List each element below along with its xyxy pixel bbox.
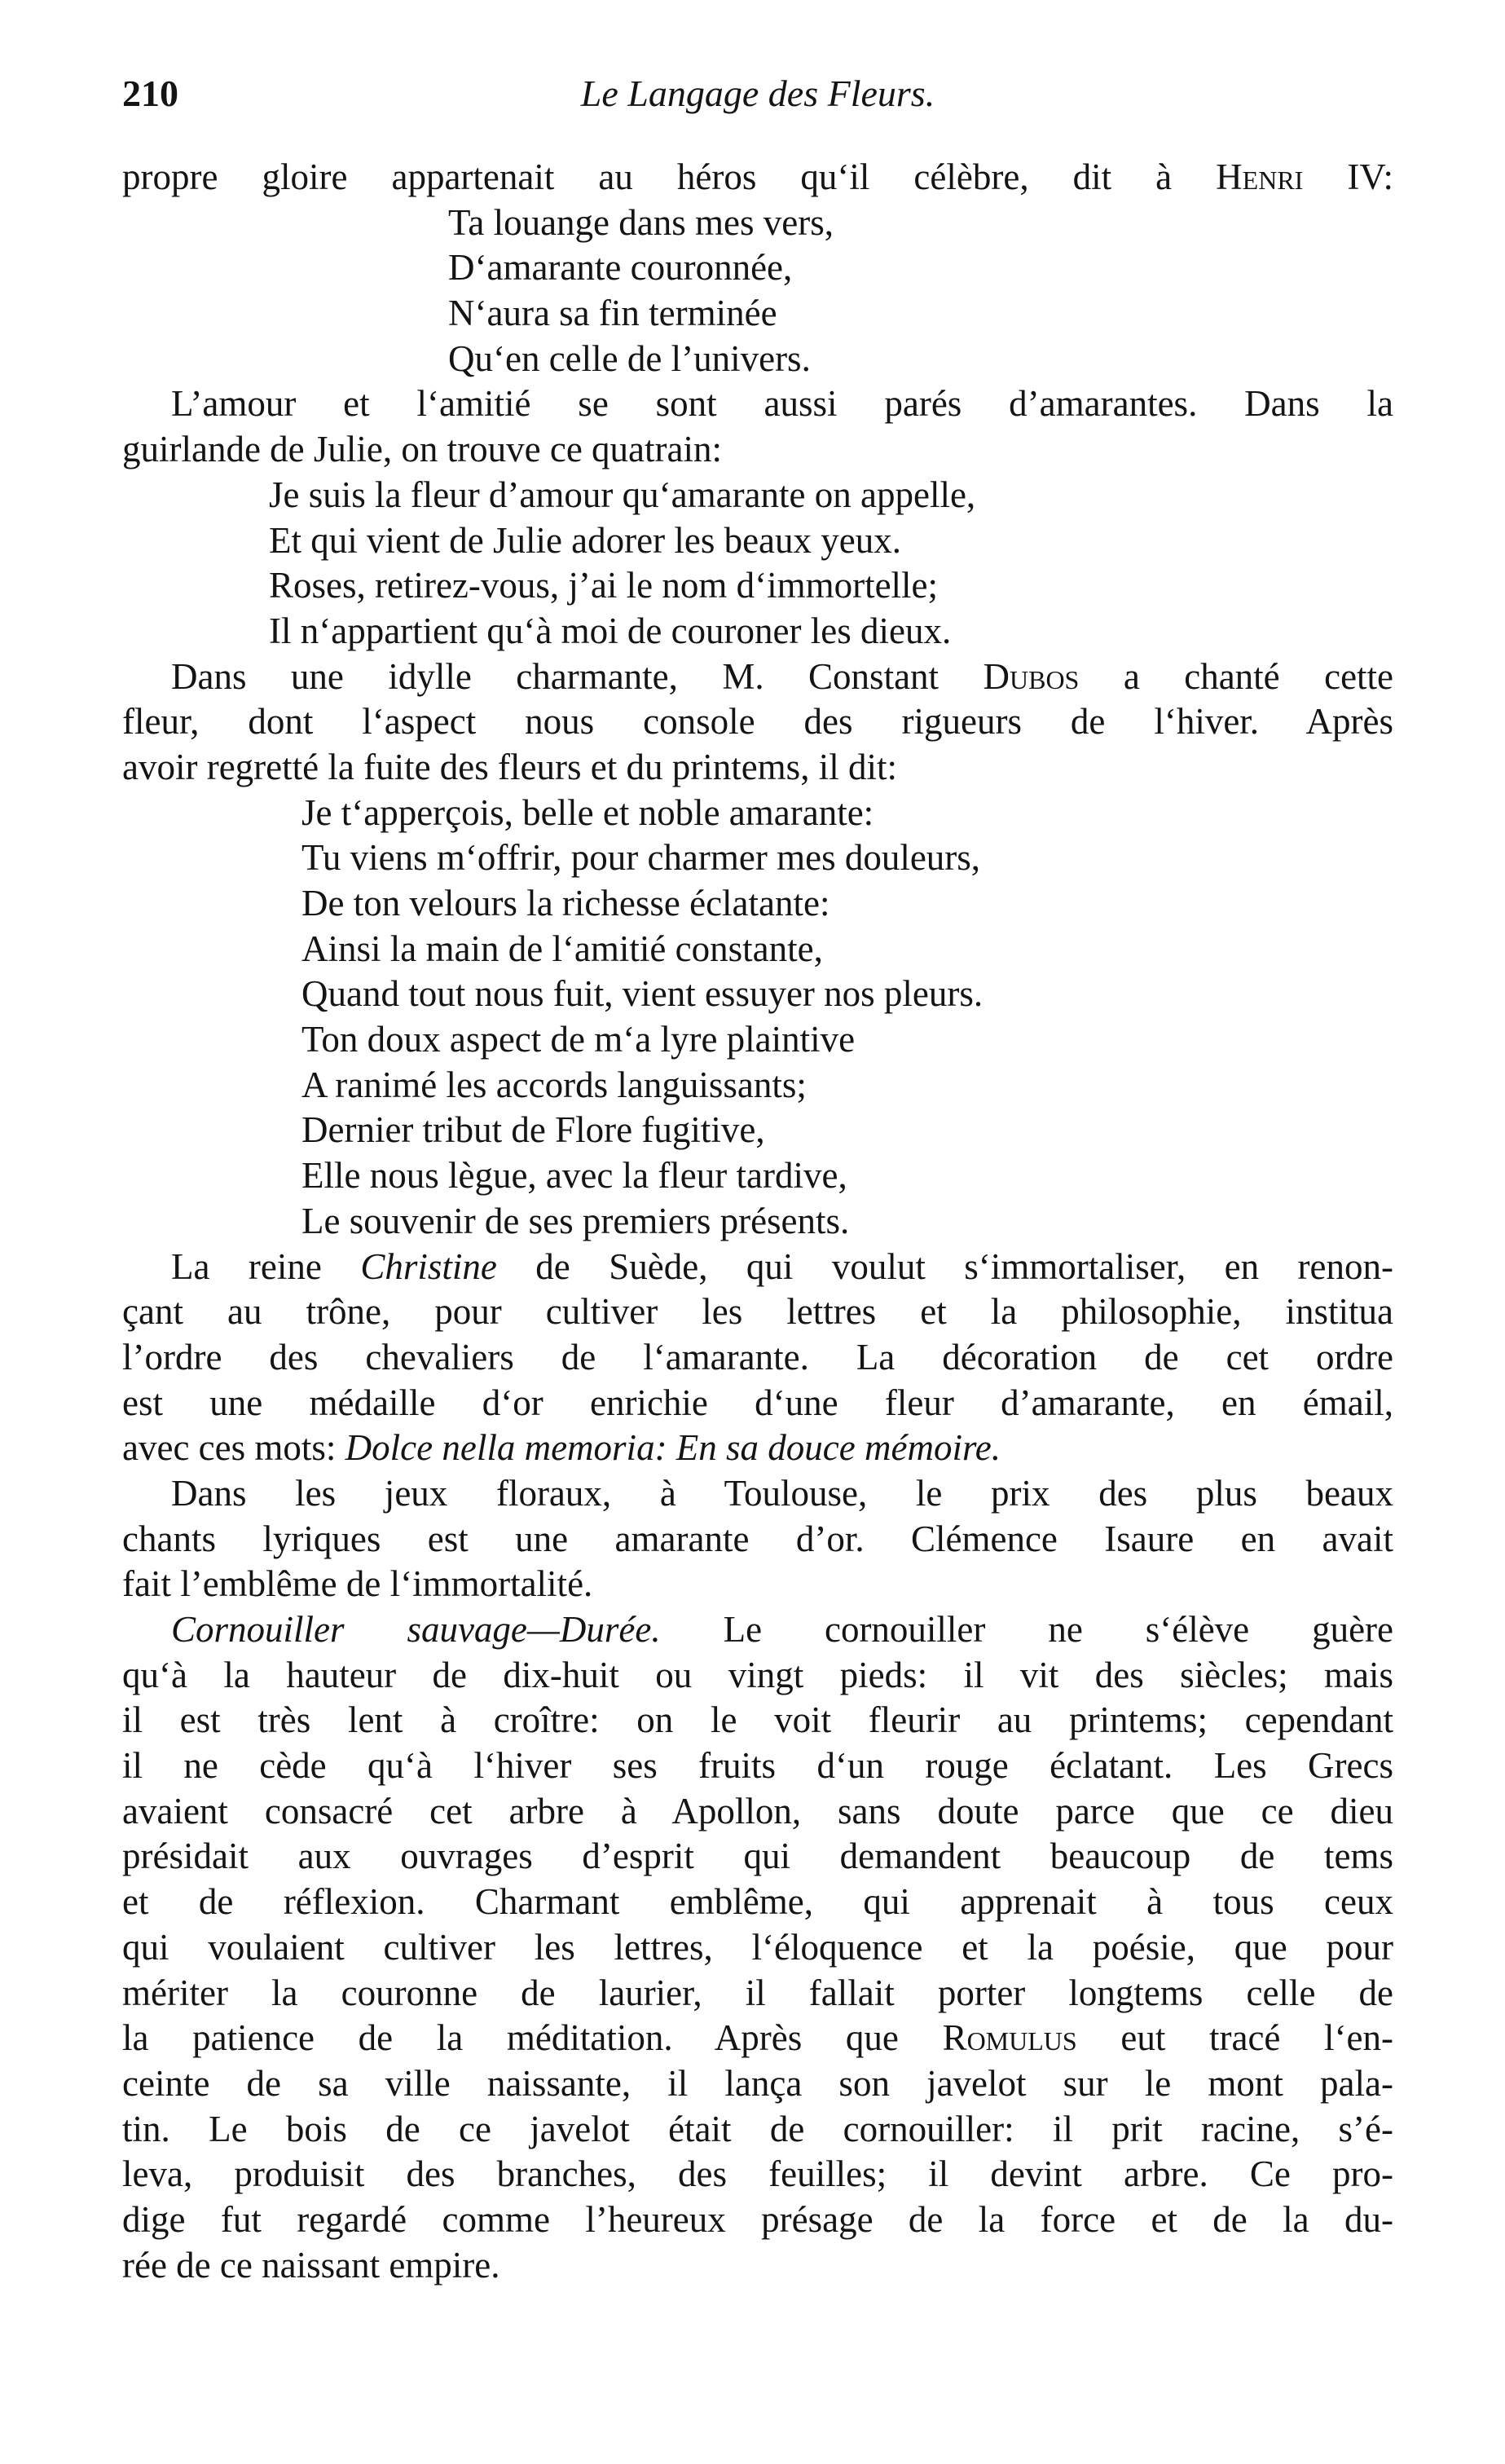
text-line: avaient consacré cet arbre à Apollon, sans doute parce que ce dieu xyxy=(122,1790,1393,1831)
entry-heading: Cornouiller sauvage—Durée. xyxy=(171,1609,661,1650)
text-run: la patience de la méditation. Après que xyxy=(122,2017,899,2059)
text-line: avoir regretté la fuite des fleurs et du printems, il dit: xyxy=(122,746,897,787)
text-line: qu‘à la hauteur de dix-huit ou vingt pieds: il vit des siècles; mais xyxy=(122,1654,1393,1695)
text-line: qui voulaient cultiver les lettres, l‘éloquence et la poésie, que pour xyxy=(122,1926,1393,1968)
text-line: L’amour et l‘amitié se sont aussi parés d’amarantes. Dans la xyxy=(171,383,1393,425)
text-line: fait l’emblême de l‘immortalité. xyxy=(122,1563,593,1605)
verse-line: A ranimé les accords languissants; xyxy=(301,1064,807,1105)
text-line: il ne cède qu‘à l‘hiver ses fruits d‘un rouge éclatant. Les Grecs xyxy=(122,1745,1393,1787)
name-henri-iv: Henri IV: xyxy=(1216,156,1393,197)
text-run: de Suède, qui voulut s‘immortaliser, en renon- xyxy=(535,1245,1393,1287)
verse-line: Il n‘appartient qu‘à moi de couroner les dieux. xyxy=(269,610,952,651)
text-line: il est très lent à croître: on le voit fleurir au printems; cependant xyxy=(122,1699,1393,1741)
verse-line: Quand tout nous fuit, vient essuyer nos pleurs. xyxy=(301,973,984,1015)
verse-line: Le souvenir de ses premiers présents. xyxy=(301,1200,850,1241)
text-line xyxy=(122,1607,1393,1653)
text-run: La reine xyxy=(171,1245,322,1287)
verse-line: Et qui vient de Julie adorer les beaux yeux. xyxy=(269,519,902,561)
text-line xyxy=(122,2016,1393,2061)
text-line: çant au trône, pour cultiver les lettres et la philosophie, institua xyxy=(122,1291,1393,1333)
text-line: dige fut regardé comme l’heureux présage de la force et de la du- xyxy=(122,2198,1393,2240)
name-dubos: Dubos xyxy=(983,655,1080,697)
verse-line: Ainsi la main de l‘amitié constante, xyxy=(301,928,823,969)
text-line: est une médaille d‘or enrichie d‘une fleur d’amarante, en émail, xyxy=(122,1382,1393,1423)
text-line: fleur, dont l‘aspect nous console des rigueurs de l‘hiver. Après xyxy=(122,701,1393,743)
text-line: rée de ce naissant empire. xyxy=(122,2244,500,2285)
verse-line: Elle nous lègue, avec la fleur tardive, xyxy=(301,1155,847,1197)
verse-line: Tu viens m‘offrir, pour charmer mes douleurs, xyxy=(301,837,981,879)
text-line xyxy=(122,1245,1393,1290)
text-line: et de réflexion. Charmant emblême, qui apprenait à tous ceux xyxy=(122,1881,1393,1923)
text-line: guirlande de Julie, on trouve ce quatrain: xyxy=(122,429,722,470)
verse-line: D‘amarante couronnée, xyxy=(448,247,793,289)
text-run: Dans une idylle charmante, M. Constant xyxy=(171,655,940,697)
verse-line: Qu‘en celle de l’univers. xyxy=(448,337,811,379)
text-line: Dans les jeux floraux, à Toulouse, le prix des plus beaux xyxy=(171,1472,1393,1514)
verse-line: Dernier tribut de Flore fugitive, xyxy=(301,1109,765,1151)
running-title: Le Langage des Fleurs. xyxy=(580,73,935,114)
text-line: présidait aux ouvrages d’esprit qui demandent beaucoup de tems xyxy=(122,1836,1393,1877)
page-number: 210 xyxy=(122,73,178,114)
name-romulus: Romulus xyxy=(942,2017,1077,2059)
text-run: a chanté cette xyxy=(1123,655,1393,697)
text-line xyxy=(122,155,1393,201)
text-run: Le cornouiller ne s‘élève guère xyxy=(723,1609,1393,1650)
body-text xyxy=(122,155,1393,2288)
text-run: propre gloire appartenait au héros qu‘il célèbre, dit à xyxy=(122,156,1173,197)
text-line xyxy=(122,1426,1393,1471)
text-line: ceinte de sa ville naissante, il lança son javelot sur le mont pala- xyxy=(122,2062,1393,2104)
verse-line: Ton doux aspect de m‘a lyre plaintive xyxy=(301,1019,856,1060)
text-line: tin. Le bois de ce javelot était de cornouiller: il prit racine, s’é- xyxy=(122,2108,1393,2149)
text-line: leva, produisit des branches, des feuilles; il devint arbre. Ce pro- xyxy=(122,2153,1393,2195)
verse-line: N‘aura sa fin terminée xyxy=(448,293,777,334)
text-line: chants lyriques est une amarante d’or. Clémence Isaure en avait xyxy=(122,1518,1393,1559)
page-header xyxy=(122,72,1393,121)
text-run: avec ces mots: xyxy=(122,1427,337,1469)
verse-line: Roses, retirez-vous, j’ai le nom d‘immortelle; xyxy=(269,565,939,606)
verse-line: Ta louange dans mes vers, xyxy=(448,201,834,243)
text-line xyxy=(122,655,1393,700)
text-line: l’ordre des chevaliers de l‘amarante. La décoration de cet ordre xyxy=(122,1336,1393,1377)
name-christine: Christine xyxy=(360,1245,497,1287)
verse-line: Je suis la fleur d’amour qu‘amarante on appelle, xyxy=(269,474,976,515)
verse-line: Je t‘apperçois, belle et noble amarante: xyxy=(301,791,874,833)
order-motto: Dolce nella memoria: En sa douce mémoire. xyxy=(345,1427,1001,1469)
text-line: mériter la couronne de laurier, il fallait porter longtems celle de xyxy=(122,1972,1393,2013)
verse-line: De ton velours la richesse éclatante: xyxy=(301,883,830,923)
text-run: eut tracé l‘en- xyxy=(1120,2017,1393,2059)
